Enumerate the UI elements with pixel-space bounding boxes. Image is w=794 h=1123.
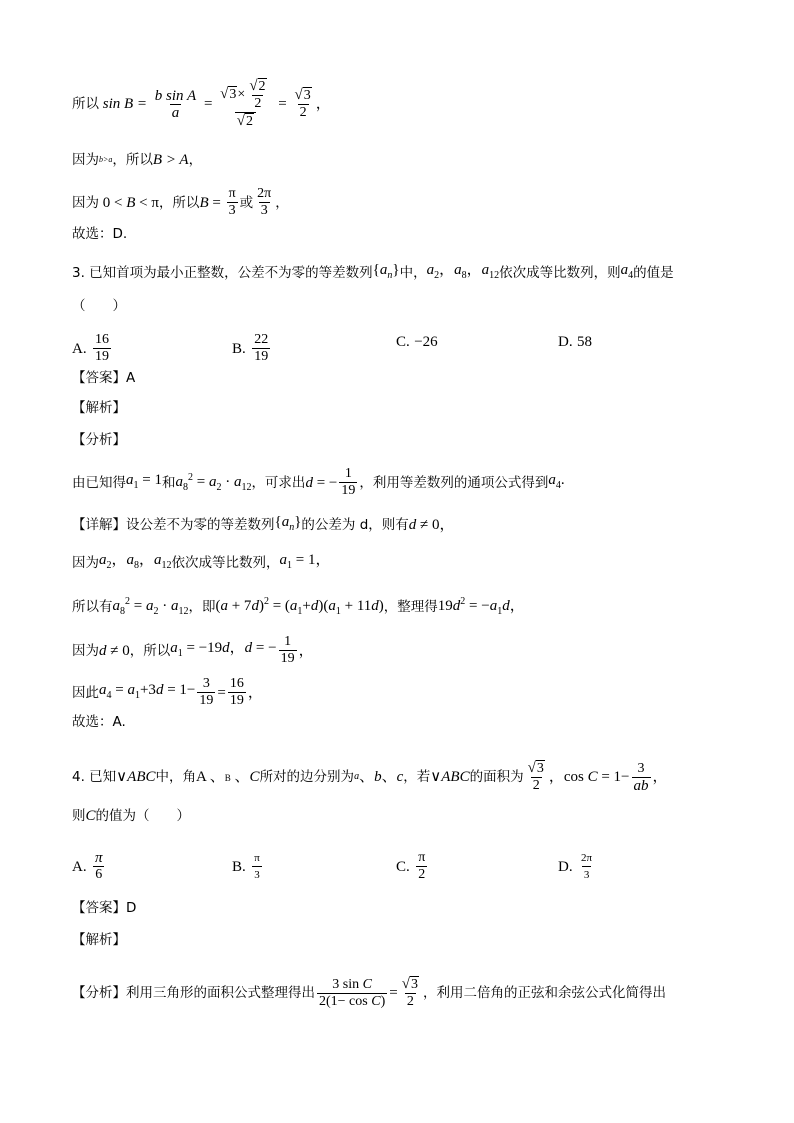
frac-sqrt-expr: √ 3 × √ 2 2 √ 2 (220, 78, 266, 129)
q3-fenxi-body: 由已知得 $a_1 = 1$ 和 $a_8^2 = a_2 \cdot a_{12}$ ，可求出 d = − $\frac{1}{19}$ ，利用等差数列的通项公式得到 $a_4$. (72, 466, 565, 498)
line3-prefix: 因为 (72, 194, 99, 211)
frac-sqrt3-2: √ 3 2 (294, 87, 311, 120)
q4-fenxi: 【分析】利用三角形的面积公式整理得出 $\frac{\text{3 sin C}}{\text{2(1− cos C)}}$ = √ 3 2 ，利用二倍角的正弦和余弦公式化简得出 (72, 976, 666, 1009)
line3-or: 或 (239, 194, 254, 211)
line-b-gt-a (72, 150, 202, 170)
q3-stem: 3. 已知首项为最小正整数，公差不为零的等差数列 $\{a_n\}$ 中， $a_2$，$a_8$，$a_{12}$ 依次成等比数列，则 $a_4$ 的值是 (72, 262, 674, 281)
q3-choose: 故选：A. (72, 714, 126, 730)
q4-stem-2: 则 C 的值为（ ） (72, 808, 191, 824)
line1-prefix: 所以 (72, 96, 99, 112)
q3-stem3: 依次成等比数列，则 (499, 265, 621, 281)
q3-detail-3: 所以有 $a_8^2 = a_2 \cdot a_{12}$ ，即 $(a + 7d)^2 = (a_1+d)(a_1 + 11d)$ ，整理得 $19d^2 = -a_1d$， (72, 596, 525, 617)
line2-small-math: b>a (99, 155, 113, 164)
q4-option-c[interactable]: C. $\frac{\pi}{2}$ (396, 850, 426, 882)
q4-stem: 4. 已知 ∨ABC 中，角 A 、B 、C 所对的边分别为 a 、b、c ，若 ∨ABC 的面积为 √ 3 2 ，cos C = 1− $\frac{3}{ab}$ ， (72, 760, 668, 794)
line-B-range: 因为 0 < B < π ，所以 B = $\frac{\pi}{3}$ 或 $\frac{2\pi}{3}$ ， (72, 186, 289, 218)
q3-option-a[interactable]: A. $\frac{16}{19}$ (72, 332, 110, 364)
line3-end: ， (275, 194, 289, 211)
q3-stem2: 中， (399, 265, 427, 281)
frac-pi-3: $\frac{\pi}{3}$ (228, 186, 236, 218)
q4-analysis: 【解析】 (72, 932, 126, 948)
q3-detail-1: 【详解】 设公差不为零的等差数列 $\{a_n\}$ 的公差为 d，则有 d ≠ 0， (72, 514, 455, 533)
line2-prefix: 因为 (72, 152, 99, 168)
q3-option-d[interactable]: D. 58 (558, 334, 593, 350)
q3-detail-4: 因为 d ≠ 0 ，所以 $a_1 = -19d$，d = − $\frac{1}{19}$ ， (72, 634, 314, 666)
choose-D: 故选：D. (72, 226, 128, 242)
q4-option-d[interactable]: D. $\frac{2\pi}{3}$ (558, 852, 593, 881)
line3-mid: ，所以 (158, 194, 200, 211)
q3-detail-2: 因为 $a_2$，$a_8$，$a_{12}$ 依次成等比数列， $a_1 = 1$， (72, 552, 331, 571)
q3-option-c[interactable]: C. −26 (396, 334, 438, 350)
q3-answer: 【答案】A (72, 370, 136, 386)
q4-answer: 【答案】D (72, 900, 137, 916)
q3-fenxi: 【分析】 (72, 432, 126, 448)
math-B-gt-A: B > A (152, 152, 189, 168)
math-B-range: 0 < B < π (99, 194, 159, 211)
q3-analysis: 【解析】 (72, 400, 126, 416)
line2-mid: ，所以 (112, 152, 153, 168)
frac-2pi-3: $\frac{2\pi}{3}$ (257, 186, 272, 218)
line-sinB: 所以 sin B = $\frac{\text{b sin A}}{a}$ = √ 3 × √ 2 2 √ 2 = √ 3 2 ， (72, 78, 331, 129)
line2-end: ， (188, 152, 203, 168)
q3-option-b[interactable]: B. $\frac{22}{19}$ (232, 332, 269, 364)
math-sinB: sin B = (99, 96, 151, 112)
q3-detail-5: 因此 $a_4 = a_1+3d = 1-$ $\frac{3}{19}$ = $\frac{16}{19}$ ， (72, 676, 263, 708)
q3-paren: （ ） (72, 298, 126, 314)
q4-option-a[interactable]: A. $\frac{\pi}{6}$ (72, 850, 103, 882)
q3-stem4: 的值是 (633, 265, 674, 281)
q3-stem-text: 3. 已知首项为最小正整数，公差不为零的等差数列 (72, 265, 373, 281)
frac-bsinA-a: $\frac{\text{b sin A}}{a}$ (154, 87, 197, 121)
q4-option-b[interactable]: B. $\frac{\pi}{3}$ (232, 852, 260, 881)
